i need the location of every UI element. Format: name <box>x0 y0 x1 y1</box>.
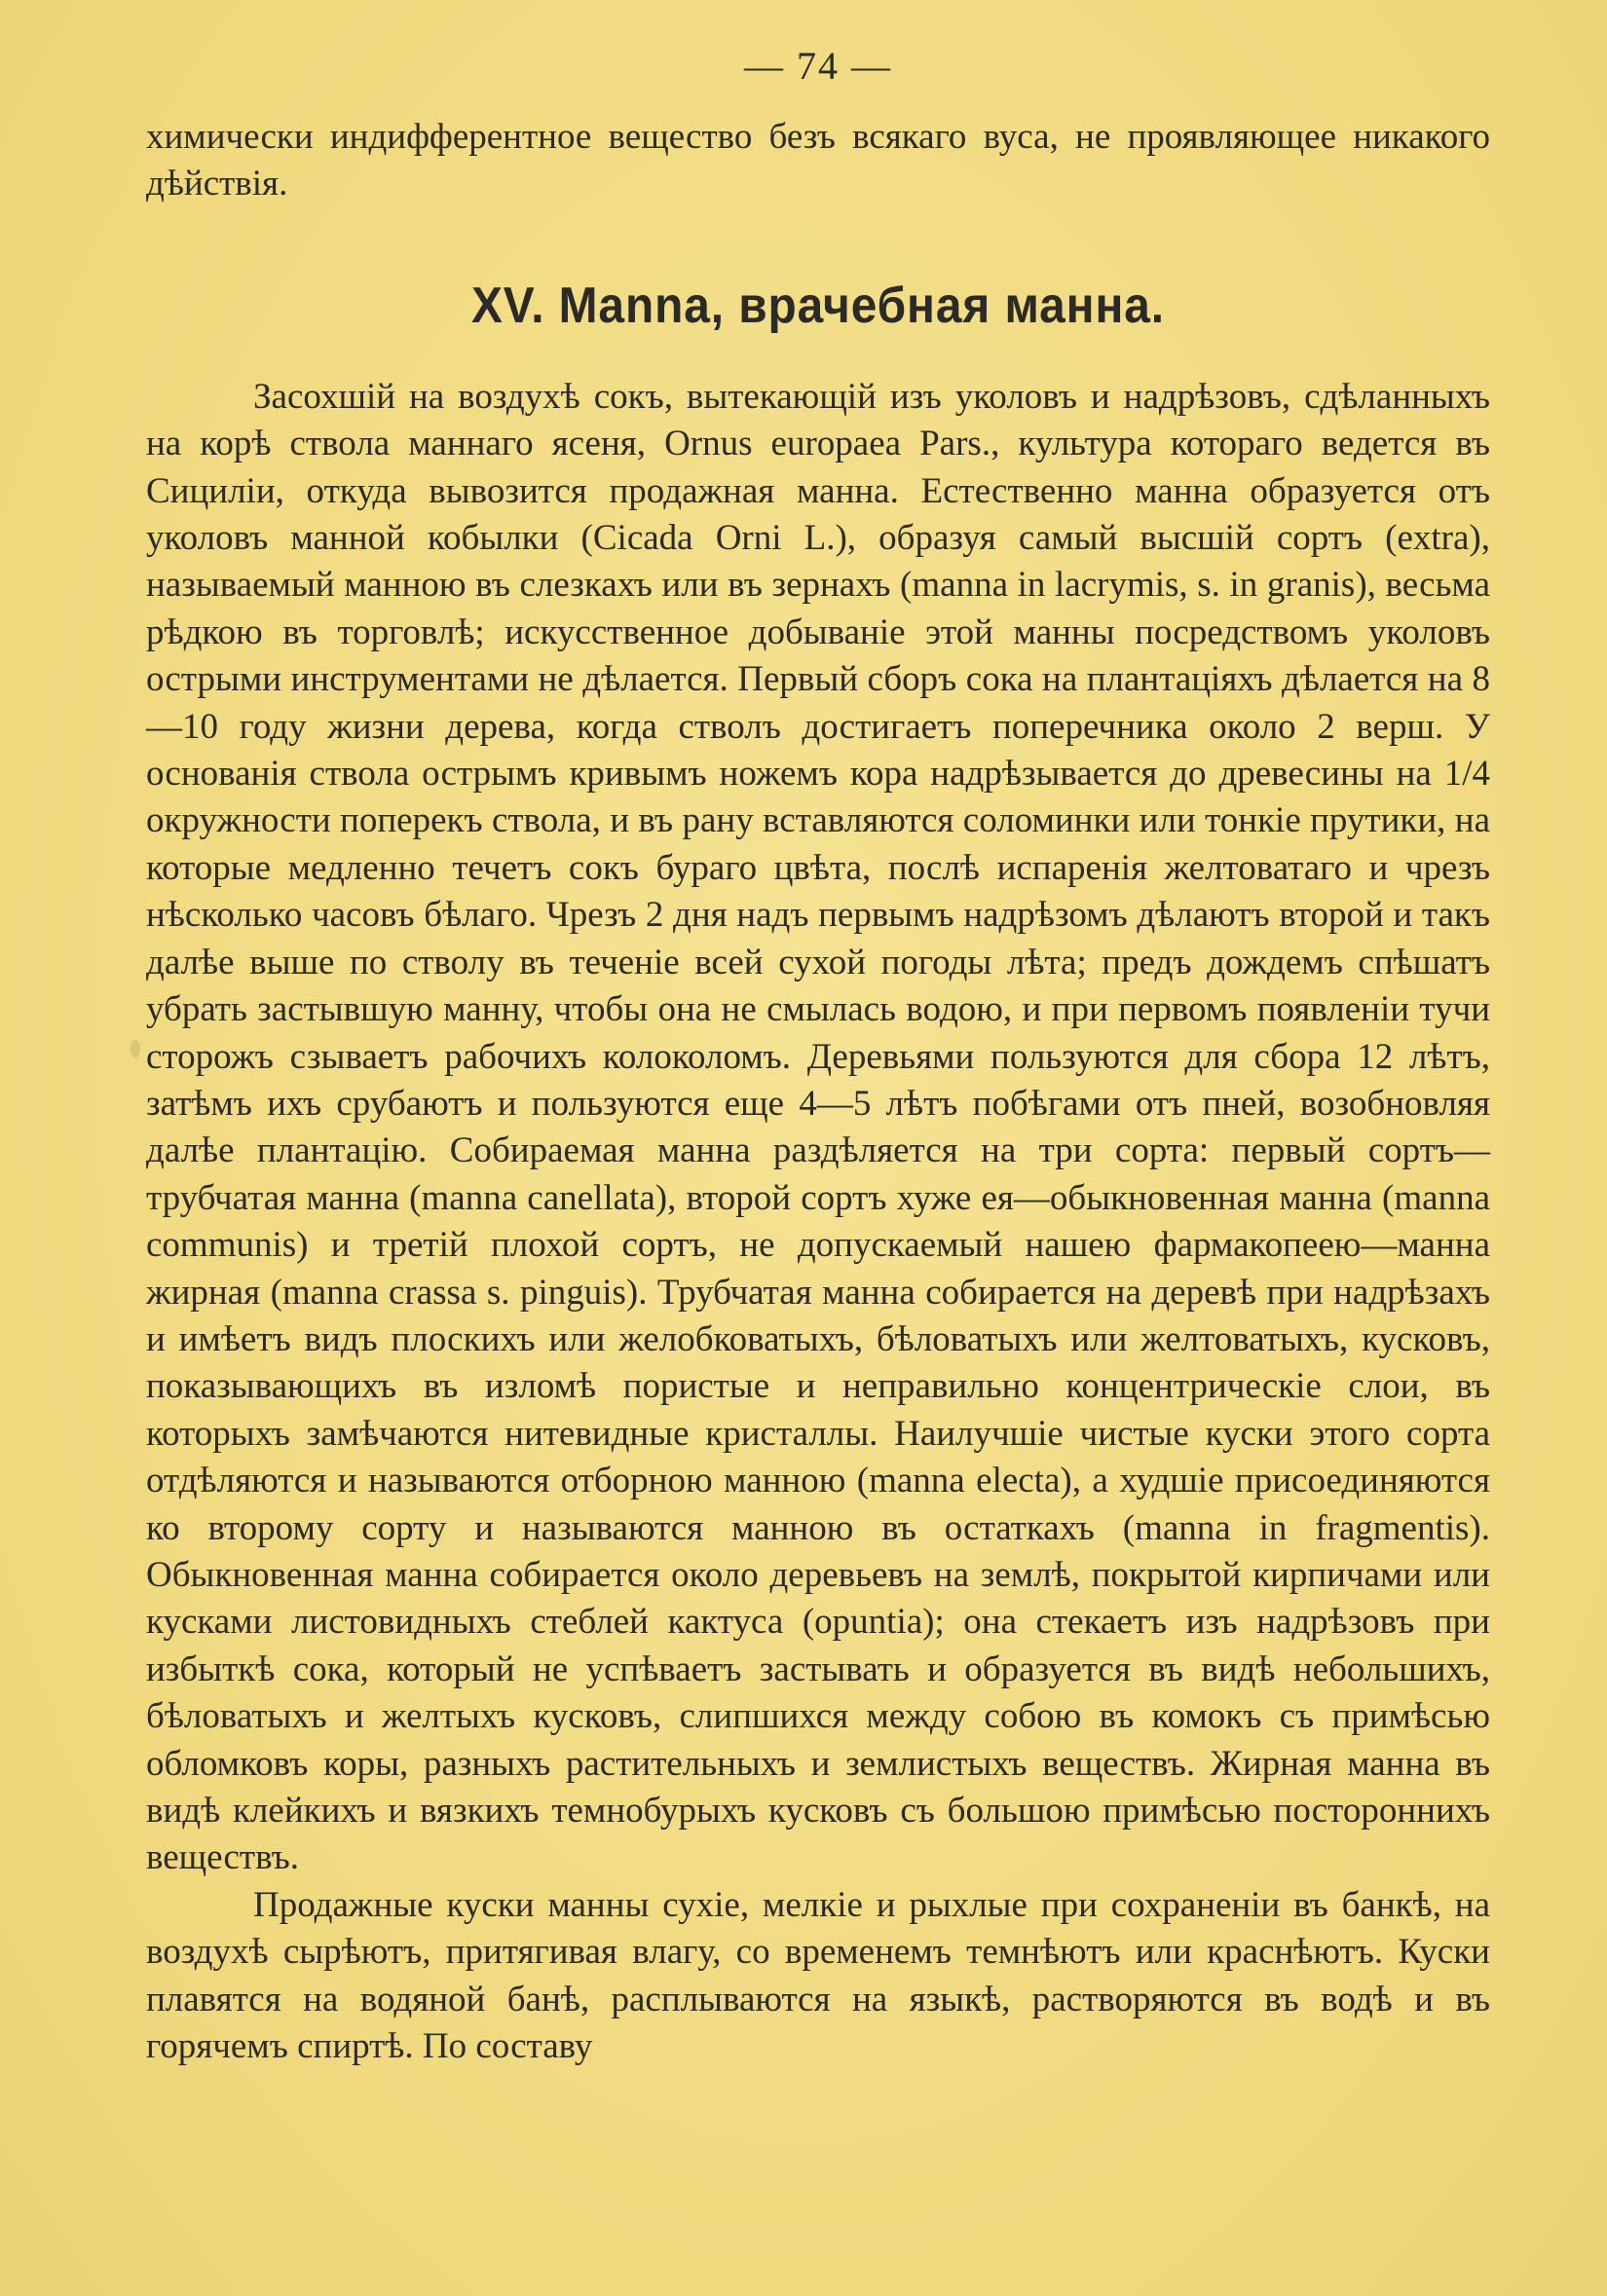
body-paragraph-2: Продажные куски манны сухіе, мелкіе и рыхлые при сохраненіи въ банкѣ, на воздухѣ сырѣютъ, притягивая влагу, со временемъ темнѣютъ или краснѣютъ. Куски плавятся на водяной банѣ, расплываются на языкѣ, растворяются въ водѣ и въ горячемъ спиртѣ. По составу <box>146 1884 1490 2067</box>
page-number: — 74 — <box>744 44 892 88</box>
paper-stain <box>131 1040 140 1057</box>
intro-paragraph: химически индифферентное вещество безъ всякаго вуса, не проявляющее никакого дѣйствія. <box>146 117 1490 204</box>
section-heading: XV. Manna, врачебная манна. <box>470 277 1166 334</box>
body-paragraph-1: Засохшій на воздухѣ сокъ, вытекающій изъ уколовъ и надрѣзовъ, сдѣланныхъ на корѣ ствола маннаго ясеня, Ornus europaea Pars., культура котораго ведется въ Сициліи, откуда вывозится продажная манна. Естественно манна образуется отъ уколовъ манной кобылки (Cicada Orni L.), образуя самый высшій сортъ (extra), называемый манною въ слезкахъ или въ зернахъ (manna in lacrymis, s. in granis), весьма рѣдкою въ торговлѣ; искусственное добываніе этой манны посредствомъ уколовъ острыми инструментами не дѣлается. Первый сборъ сока на плантаціяхъ дѣлается на 8—10 году жизни дерева, когда стволъ достигаетъ поперечника около 2 верш. У основанія ствола острымъ кривымъ ножемъ кора надрѣзывается до древесины на 1/4 окружности поперекъ ствола, и въ рану вставляются соломинки или тонкіе прутики, на которые медленно течетъ сокъ бураго цвѣта, послѣ испаренія желтоватаго и чрезъ нѣсколько часовъ бѣлаго. Чрезъ 2 дня надъ первымъ надрѣзомъ дѣлаютъ второй и такъ далѣе выше по стволу въ теченіе всей сухой погоды лѣта; предъ дождемъ спѣшатъ убрать застывшую манну, чтобы она не смылась водою, и при первомъ появленіи тучи сторожъ сзываетъ рабочихъ колоколомъ. Деревьями пользуются для сбора 12 лѣтъ, затѣмъ ихъ срубаютъ и пользуются еще 4—5 лѣтъ побѣгами отъ пней, возобновляя далѣе плантацію. Собираемая манна раздѣляется на три сорта: первый сортъ—трубчатая манна (manna canellata), второй сортъ хуже ея—обыкновенная манна (manna communis) и третій плохой сортъ, не допускаемый нашею фармакопеею—манна жирная (manna crassa s. pinguis). Трубчатая манна собирается на деревѣ при надрѣзахъ и имѣетъ видъ плоскихъ или желобковатыхъ, бѣловатыхъ или желтоватыхъ, кусковъ, показывающихъ въ изломѣ пористые и неправильно концентрическіе слои, въ которыхъ замѣчаются нитевидные кристаллы. Наилучшіе чистые куски этого сорта отдѣляются и называются отборною манною (manna electa), а худшіе присоединяются ко второму сорту и называются манною въ остаткахъ (manna in fragmentis). Обыкновенная манна собирается около деревьевъ на землѣ, покрытой кирпичами или кусками листовидныхъ стеблей кактуса (opuntia); она стекаетъ изъ надрѣзовъ при избыткѣ сока, который не успѣваетъ застывать и образуется въ видѣ небольшихъ, бѣловатыхъ и желтыхъ кусковъ, слипшихся между собою въ комокъ съ примѣсью обломковъ коры, разныхъ растительныхъ и землистыхъ веществъ. Жирная манна въ видѣ клейкихъ и вязкихъ темнобурыхъ кусковъ съ большою примѣсью постороннихъ веществъ. <box>146 376 1490 1878</box>
